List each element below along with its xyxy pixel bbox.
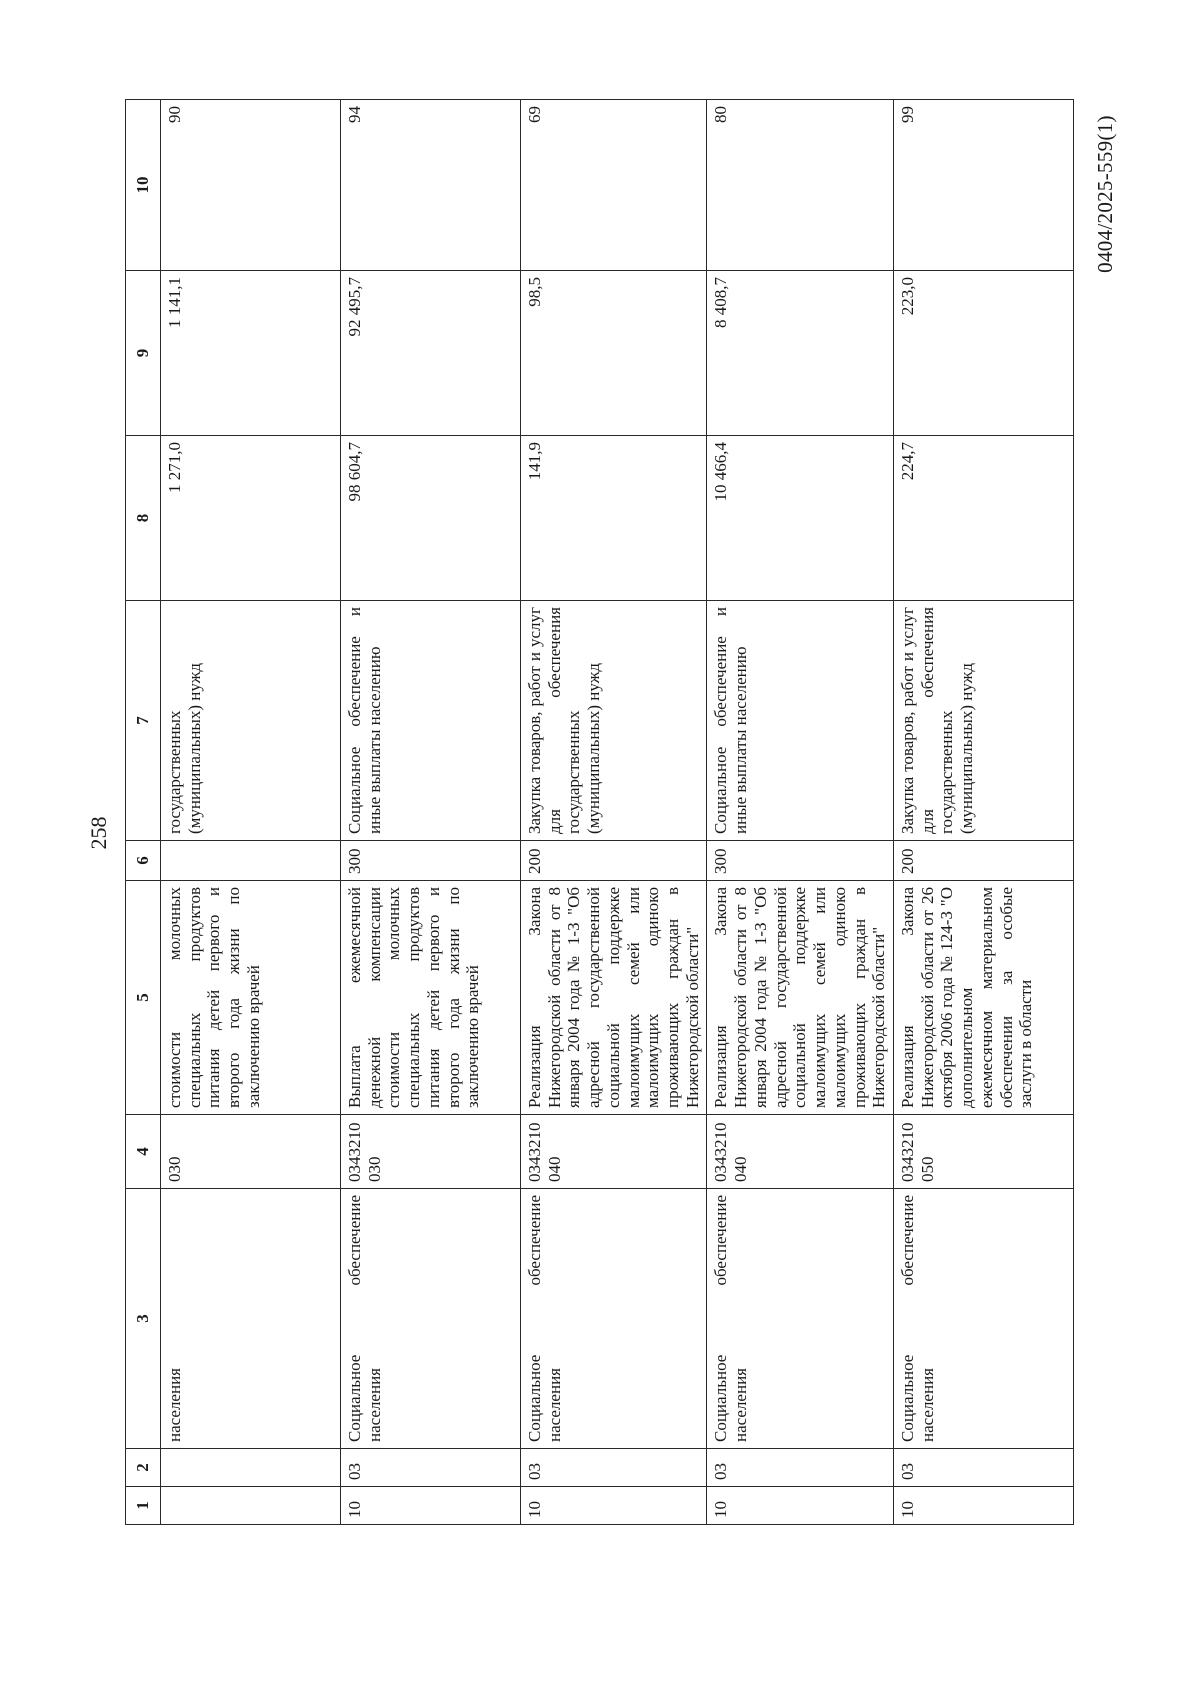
actual-amount-cell: 8 408,7: [707, 271, 893, 436]
actual-amount-cell: 98,5: [521, 271, 707, 436]
section-code-cell: 10: [893, 1487, 1073, 1525]
subsection-name-cell: Социальное обеспечение населения: [707, 1189, 893, 1449]
target-article-name-cell: стоимости молочных специальных продуктов питания детей первого и второго года жизни по заключению врачей: [161, 881, 341, 1115]
expense-type-name-cell: государственных (муниципальных) нужд: [161, 601, 341, 841]
subsection-code-cell: 03: [707, 1449, 893, 1487]
column-header: 4: [126, 1115, 161, 1189]
planned-amount-cell: 224,7: [893, 436, 1073, 601]
column-header: 8: [126, 436, 161, 601]
section-code-cell: 10: [707, 1487, 893, 1525]
section-code-cell: 10: [341, 1487, 521, 1525]
column-header: 5: [126, 881, 161, 1115]
planned-amount-cell: 10 466,4: [707, 436, 893, 601]
subsection-code-cell: 03: [341, 1449, 521, 1487]
target-article-cell: 0343210 040: [707, 1115, 893, 1189]
planned-amount-cell: 141,9: [521, 436, 707, 601]
expense-type-name-cell: Закупка товаров, работ и услуг для обеспечения государственных (муниципальных) нужд: [521, 601, 707, 841]
expense-type-name-cell: Закупка товаров, работ и услуг для обеспечения государственных (муниципальных) нужд: [893, 601, 1073, 841]
table-header-row: [126, 100, 161, 1525]
actual-amount-cell: 92 495,7: [341, 271, 521, 436]
subsection-name-cell: Социальное обеспечение населения: [521, 1189, 707, 1449]
column-header: 7: [126, 601, 161, 841]
target-article-name-cell: Реализация Закона Нижегородской области от 8 января 2004 года № 1-З "Об адресной государственной социальной поддержке малоимущих семей или малоимущих одиноко проживающих граждан в Нижегородской области": [521, 881, 707, 1115]
budget-table-container: [125, 100, 1069, 1525]
expense-type-code-cell: 200: [521, 841, 707, 881]
expense-type-code-cell: 200: [893, 841, 1073, 881]
expense-type-code-cell: 300: [707, 841, 893, 881]
target-article-name-cell: Реализация Закона Нижегородской области от 8 января 2004 года № 1-З "Об адресной государственной социальной поддержке малоимущих семей или малоимущих одиноко проживающих граждан в Нижегородской области": [707, 881, 893, 1115]
target-article-cell: 030: [161, 1115, 341, 1189]
page-number: 258: [86, 816, 111, 850]
target-article-name-cell: Реализация Закона Нижегородской области от 26 октября 2006 года № 124-З "О дополнительном ежемесячном материальном обеспечении за особые заслуги в области: [893, 881, 1073, 1115]
expense-type-name-cell: Социальное обеспечение и иные выплаты населению: [707, 601, 893, 841]
column-header: 10: [126, 100, 161, 271]
execution-percent-cell: 99: [893, 100, 1073, 271]
expense-type-name-cell: Социальное обеспечение и иные выплаты населению: [341, 601, 521, 841]
subsection-name-cell: населения: [161, 1189, 341, 1449]
subsection-code-cell: 03: [521, 1449, 707, 1487]
table-row: [521, 100, 707, 1525]
target-article-cell: 0343210 030: [341, 1115, 521, 1189]
subsection-code-cell: 03: [893, 1449, 1073, 1487]
execution-percent-cell: 69: [521, 100, 707, 271]
execution-percent-cell: 80: [707, 100, 893, 271]
execution-percent-cell: 94: [341, 100, 521, 271]
document-code: 0404/2025-559(1): [1093, 115, 1117, 273]
actual-amount-cell: 1 141,1: [161, 271, 341, 436]
planned-amount-cell: 98 604,7: [341, 436, 521, 601]
expense-type-code-cell: 300: [341, 841, 521, 881]
column-header: 9: [126, 271, 161, 436]
table-row: [893, 100, 1073, 1525]
table-row: [341, 100, 521, 1525]
execution-percent-cell: 90: [161, 100, 341, 271]
subsection-code-cell: [161, 1449, 341, 1487]
section-code-cell: 10: [521, 1487, 707, 1525]
subsection-name-cell: Социальное обеспечение населения: [341, 1189, 521, 1449]
actual-amount-cell: 223,0: [893, 271, 1073, 436]
expense-type-code-cell: [161, 841, 341, 881]
target-article-name-cell: Выплата ежемесячной денежной компенсации стоимости молочных специальных продуктов питания детей первого и второго года жизни по заключению врачей: [341, 881, 521, 1115]
column-header: 1: [126, 1487, 161, 1525]
subsection-name-cell: Социальное обеспечение населения: [893, 1189, 1073, 1449]
column-header: 6: [126, 841, 161, 881]
budget-table: [125, 99, 1074, 1525]
target-article-cell: 0343210 050: [893, 1115, 1073, 1189]
target-article-cell: 0343210 040: [521, 1115, 707, 1189]
section-code-cell: [161, 1487, 341, 1525]
table-row: [161, 100, 341, 1525]
planned-amount-cell: 1 271,0: [161, 436, 341, 601]
table-row: [707, 100, 893, 1525]
column-header: 2: [126, 1449, 161, 1487]
column-header: 3: [126, 1189, 161, 1449]
